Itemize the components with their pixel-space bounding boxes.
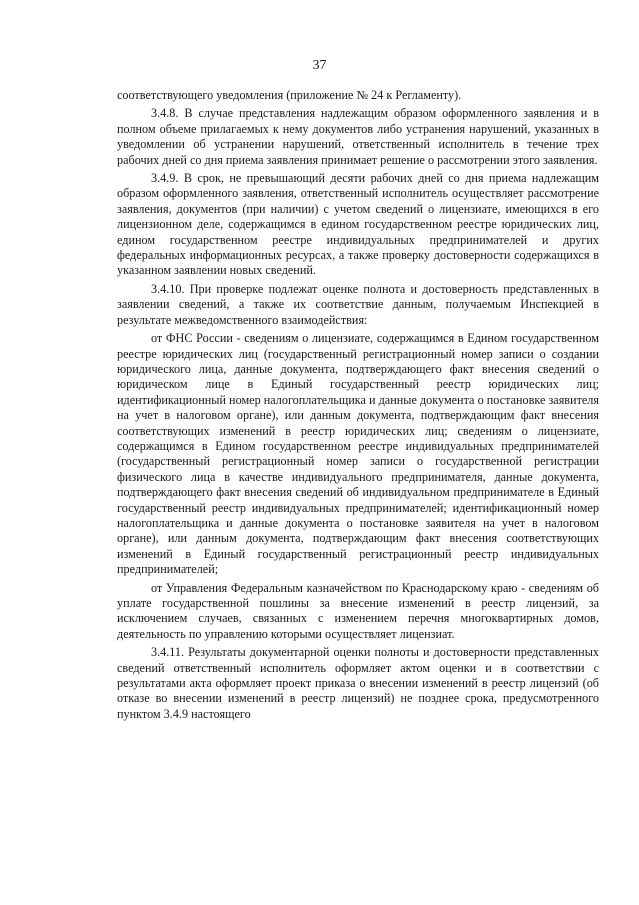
paragraph-3-4-11: 3.4.11. Результаты документарной оценки полноты и достоверности представленных сведений ответственный исполнитель оформляет актом оценки и в соответствии с результатами акта оформляет проект приказа о внесении изменений в реестр лицензий (об отказе во внесении изменений в реестр лицензий) не позднее срока, предусмотренного пунктом 3.4.9 настоящего (117, 645, 599, 721)
paragraph-3-4-8: 3.4.8. В случае представления надлежащим образом оформленного заявления и в полном объеме прилагаемых к нему документов либо устранения нарушений, указанных в уведомлении об устранении нарушений, ответственный исполнитель в течение трех рабочих дней со дня приема заявления принимает решение о рассмотрении этого заявления. (117, 106, 599, 167)
page-number: 37 (312, 58, 327, 73)
document-body (117, 88, 599, 725)
paragraph-fns: от ФНС России - сведениям о лицензиате, содержащимся в Едином государственном реестре юридических лиц (государственный регистрационный номер записи о создании юридического лица, данные документа, подтверждающего факт внесения сведений о юридическом лице в Единый государственный реестр юридических лиц; идентификационный номер налогоплательщика и данные документа о постановке заявителя на учет в налоговом органе), или данным документа, подтверждающим факт внесения соответствующих изменений в реестр юридических лиц; сведениям о лицензиате, содержащимся в Едином государственном реестре индивидуальных предпринимателей (государственный регистрационный номер записи о государственной регистрации физического лица в качестве индивидуального предпринимателя, данные документа, подтверждающего факт внесения сведений об индивидуальном предпринимателе в Единый государственный реестр индивидуальных предпринимателей; идентификационный номер налогоплательщика и данные документа о постановке заявителя на учет в налоговом органе), или данным документа, подтверждающим факт внесения соответствующих изменений в Единый государственный регистрационный реестр индивидуальных предпринимателей; (117, 331, 599, 577)
paragraph-continuation: соответствующего уведомления (приложение № 24 к Регламенту). (117, 88, 462, 102)
paragraph-3-4-9: 3.4.9. В срок, не превышающий десяти рабочих дней со дня приема надлежащим образом оформленного заявления, ответственный исполнитель осуществляет рассмотрение заявления, документов (при наличии) с учетом сведений о лицензиате, имеющихся в его лицензионном деле, содержащимся в едином государственном реестре юридических лиц, едином государственном реестре индивидуальных предпринимателей и других федеральных информационных ресурсах, а также проверку достоверности содержащихся в указанном заявлении новых сведений. (117, 171, 599, 278)
paragraph-treasury: от Управления Федеральным казначейством по Краснодарскому краю - сведениям об уплате государственной пошлины за внесение изменений в реестр лицензий, за исключением случаев, связанных с изменением перечня многоквартирных домов, деятельность по управлению которыми осуществляет лицензиат. (117, 580, 599, 641)
paragraph-3-4-10: 3.4.10. При проверке подлежат оценке полнота и достоверность представленных в заявлении сведений, а также их соответствие данным, получаемым Инспекцией в результате межведомственного взаимодействия: (117, 281, 599, 327)
